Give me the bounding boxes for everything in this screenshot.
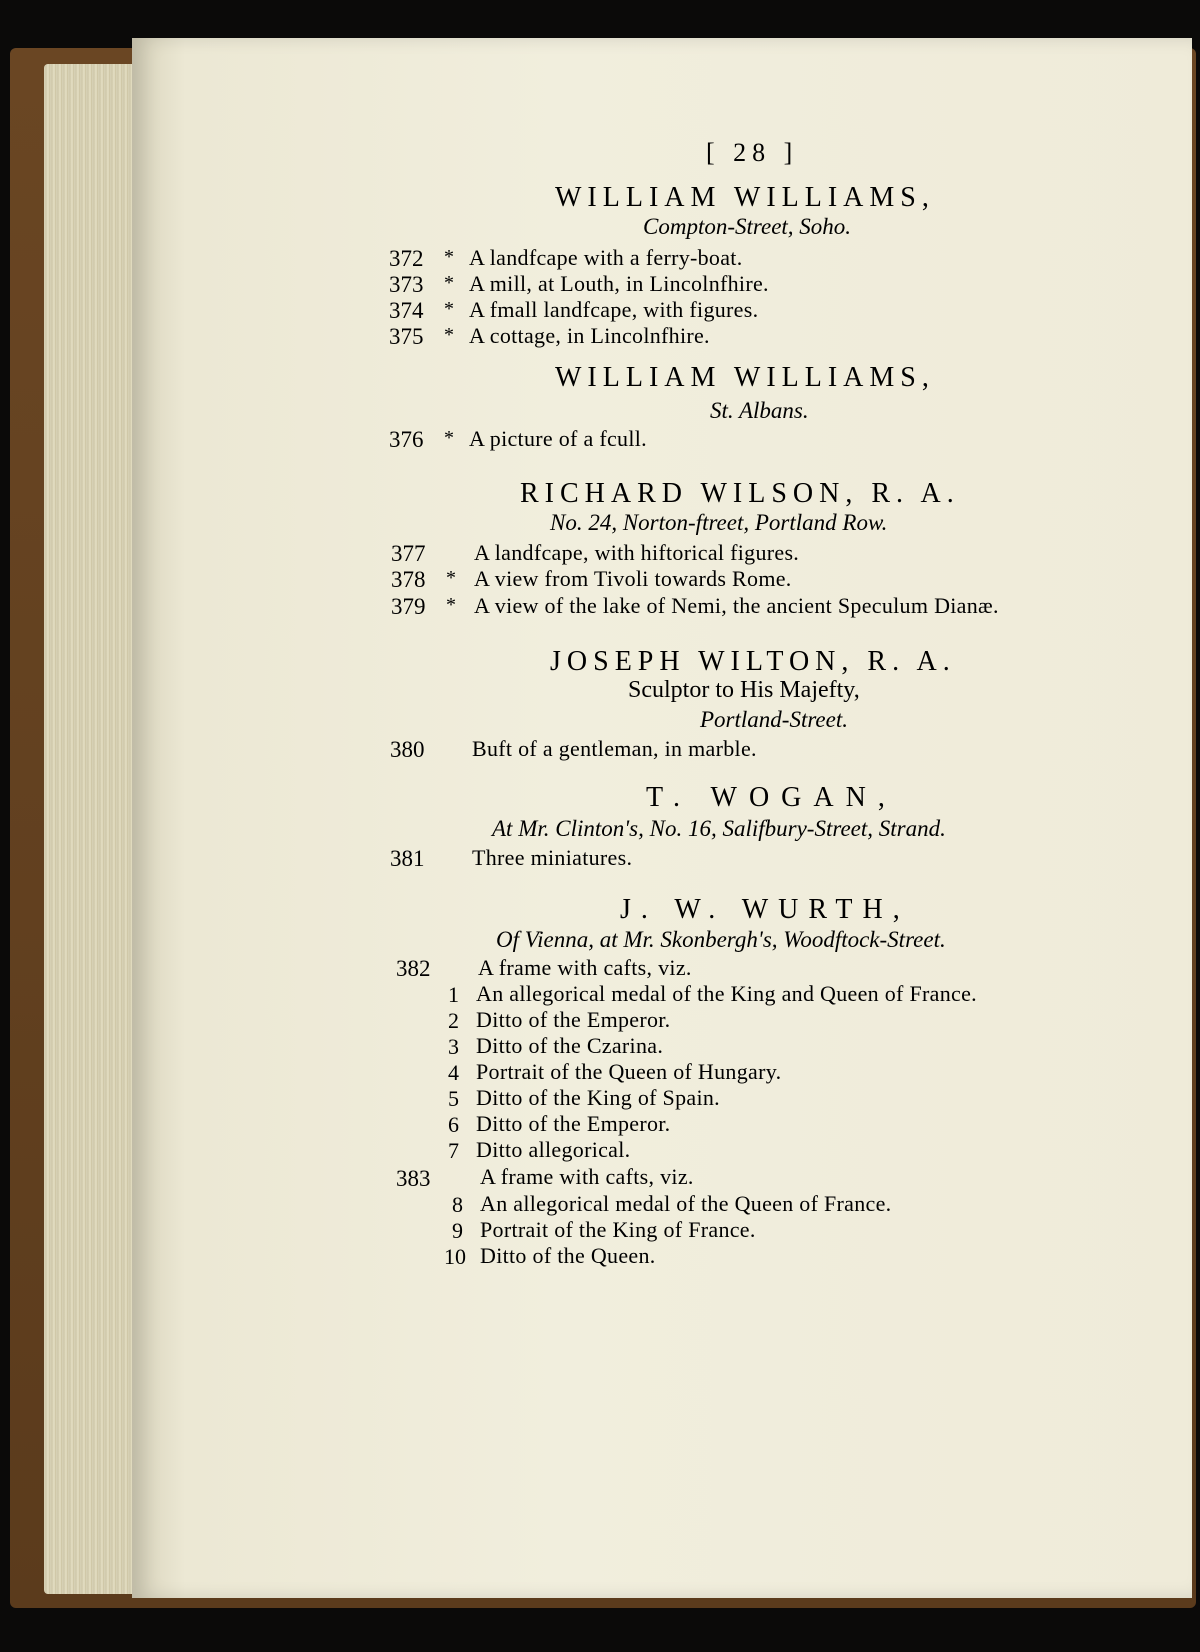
entry-title: A picture of a fcull. — [469, 426, 647, 451]
sub-item-number: 6 — [448, 1112, 459, 1137]
entry-star: * — [446, 567, 456, 589]
sub-item-number: 9 — [452, 1218, 463, 1243]
entry-number: 375 — [389, 324, 424, 349]
entry-number: 381 — [390, 846, 425, 871]
sub-item-number: 8 — [452, 1192, 463, 1217]
entry-number: 378 — [391, 567, 426, 592]
entry-title: A view of the lake of Nemi, the ancient Speculum Dianæ. — [474, 593, 999, 618]
sub-item-number: 1 — [448, 982, 459, 1007]
artist-name: T. WOGAN, — [646, 782, 897, 813]
sub-item-title: Ditto of the Emperor. — [476, 1007, 671, 1032]
entry-number: 382 — [396, 956, 431, 981]
sub-item-number: 2 — [448, 1008, 459, 1033]
entry-title: A frame with cafts, viz. — [480, 1164, 694, 1189]
entry-star: * — [446, 594, 456, 616]
entry-number: 376 — [389, 427, 424, 452]
artist-address: No. 24, Norton-ftreet, Portland Row. — [550, 510, 888, 535]
artist-name: WILLIAM WILLIAMS, — [555, 362, 935, 393]
entry-title: A cottage, in Lincolnfhire. — [469, 323, 710, 348]
entry-number: 377 — [391, 541, 426, 566]
sub-item-number: 4 — [448, 1060, 459, 1085]
sub-item-title: Ditto allegorical. — [476, 1137, 631, 1162]
artist-address: Of Vienna, at Mr. Skonbergh's, Woodftock-Street. — [496, 927, 946, 952]
entry-title: A landfcape, with hiftorical figures. — [474, 540, 800, 565]
entry-title: A mill, at Louth, in Lincolnfhire. — [469, 271, 769, 296]
sub-item-title: Ditto of the King of Spain. — [476, 1085, 720, 1110]
artist-address: Compton-Street, Soho. — [643, 214, 852, 239]
sub-item-title: Ditto of the Czarina. — [476, 1033, 664, 1058]
entry-number: 380 — [390, 737, 425, 762]
entry-number: 383 — [396, 1166, 431, 1191]
sub-item-title: Portrait of the Queen of Hungary. — [476, 1059, 782, 1084]
entry-star: * — [444, 324, 454, 346]
entry-title: Three miniatures. — [472, 845, 633, 870]
entry-star: * — [444, 427, 454, 449]
page-edges — [44, 64, 144, 1594]
sub-item-title: Ditto of the Emperor. — [476, 1111, 671, 1136]
sub-item-number: 7 — [448, 1138, 459, 1163]
artist-name: RICHARD WILSON, R. A. — [520, 478, 960, 509]
entry-title: A fmall landfcape, with figures. — [469, 297, 759, 322]
artist-address: St. Albans. — [710, 398, 809, 423]
page-number: [ 28 ] — [706, 138, 799, 167]
entry-title: A frame with cafts, viz. — [478, 955, 692, 980]
entry-star: * — [444, 246, 454, 268]
artist-address: At Mr. Clinton's, No. 16, Salifbury-Street, Strand. — [492, 816, 946, 841]
entry-number: 379 — [391, 594, 426, 619]
artist-address: Portland-Street. — [700, 707, 848, 732]
sub-item-number: 3 — [448, 1034, 459, 1059]
sub-item-number: 10 — [444, 1244, 466, 1269]
artist-name: J. W. WURTH, — [620, 894, 910, 925]
sub-item-title: An allegorical medal of the King and Queen of France. — [476, 981, 977, 1006]
entry-number: 372 — [389, 246, 424, 271]
artist-address: Sculptor to His Majefty, — [628, 677, 860, 703]
artist-name: WILLIAM WILLIAMS, — [555, 182, 935, 213]
entry-number: 373 — [389, 272, 424, 297]
sub-item-number: 5 — [448, 1086, 459, 1111]
entry-title: A landfcape with a ferry-boat. — [469, 245, 743, 270]
sub-item-title: An allegorical medal of the Queen of France. — [480, 1191, 892, 1216]
sub-item-title: Portrait of the King of France. — [480, 1217, 756, 1242]
sub-item-title: Ditto of the Queen. — [480, 1243, 656, 1268]
entry-title: Buft of a gentleman, in marble. — [472, 736, 757, 761]
artist-name: JOSEPH WILTON, R. A. — [550, 646, 956, 677]
entry-star: * — [444, 298, 454, 320]
entry-title: A view from Tivoli towards Rome. — [474, 566, 792, 591]
entry-star: * — [444, 272, 454, 294]
entry-number: 374 — [389, 298, 424, 323]
